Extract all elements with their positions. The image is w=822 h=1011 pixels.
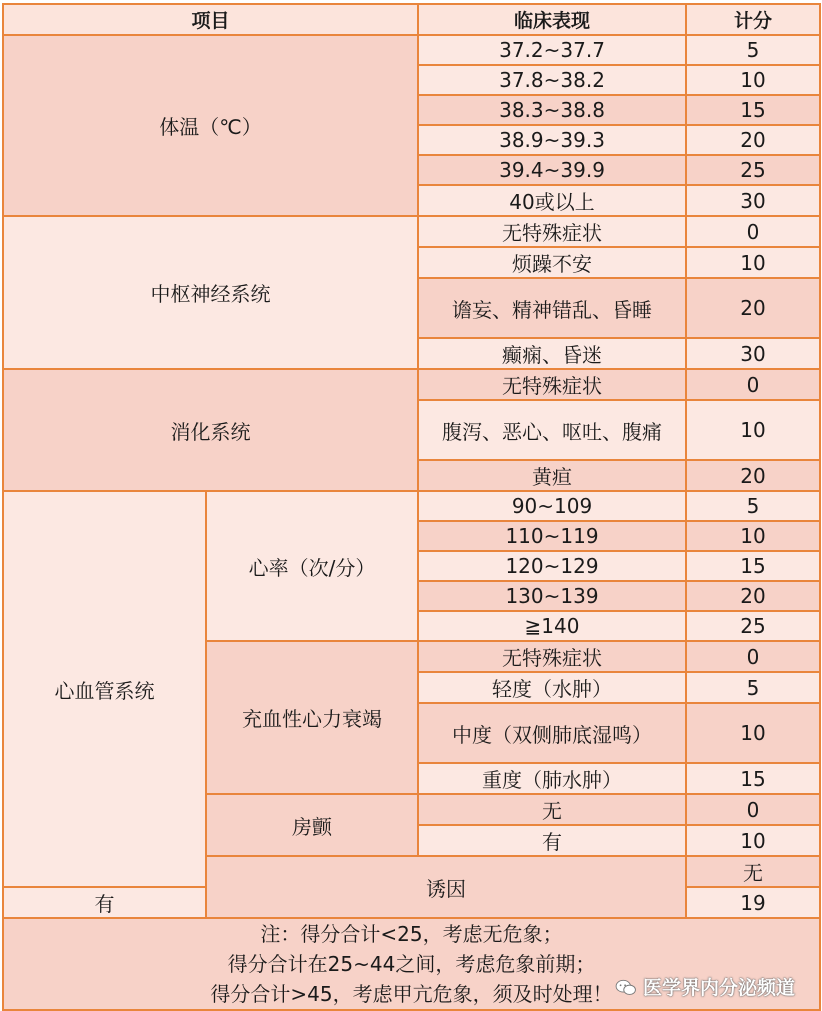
category-temperature: 体温（℃） [3,35,418,216]
table-row [3,491,820,521]
subcategory-chf: 充血性心力衰竭 [206,641,418,794]
header-row [3,4,820,35]
score-cell: 30 [686,185,820,216]
subcategory-af: 房颤 [206,794,418,856]
manifestation-cell: 无特殊症状 [418,216,686,247]
manifestation-cell: 谵妄、精神错乱、昏睡 [418,278,686,338]
manifestation-cell: 37.8~38.2 [418,65,686,95]
score-cell: 5 [686,35,820,65]
manifestation-cell: 38.3~38.8 [418,95,686,125]
score-cell: 10 [686,521,820,551]
score-cell: 10 [686,247,820,278]
manifestation-cell: 黄疸 [418,460,686,491]
manifestation-cell: 38.9~39.3 [418,125,686,155]
manifestation-cell: 90~109 [418,491,686,521]
score-cell: 10 [686,65,820,95]
watermark-text: 医学界内分泌频道 [643,977,796,999]
score-cell: 0 [686,641,820,672]
category-cns: 中枢神经系统 [3,216,418,369]
score-cell: 15 [686,95,820,125]
score-cell: 10 [686,825,820,856]
manifestation-cell: 轻度（水肿） [418,672,686,703]
category-digestive: 消化系统 [3,369,418,491]
manifestation-cell: 重度（肺水肿） [418,763,686,794]
table-row [3,35,820,65]
manifestation-cell: ≧140 [418,611,686,641]
score-cell: 5 [686,491,820,521]
manifestation-cell: 有 [3,887,206,918]
score-cell: 20 [686,460,820,491]
score-cell: 0 [686,216,820,247]
manifestation-cell: 无特殊症状 [418,369,686,400]
note-row [3,918,820,1010]
score-cell: 10 [686,703,820,763]
manifestation-cell: 130~139 [418,581,686,611]
manifestation-cell: 有 [418,825,686,856]
score-cell: 20 [686,278,820,338]
header-score: 计分 [686,4,820,35]
manifestation-cell: 无 [686,856,820,887]
wechat-icon [615,979,637,997]
manifestation-cell: 无 [418,794,686,825]
score-cell: 0 [686,794,820,825]
manifestation-cell: 39.4~39.9 [418,155,686,185]
category-cardio: 心血管系统 [3,491,206,887]
category-trigger: 诱因 [206,856,686,918]
score-cell: 10 [686,400,820,460]
score-cell: 30 [686,338,820,369]
score-cell: 5 [686,672,820,703]
note-cell [3,918,820,1010]
manifestation-cell: 110~119 [418,521,686,551]
score-cell: 20 [686,125,820,155]
note-line-1: 注：得分合计<25，考虑无危象； [260,922,563,946]
score-cell: 25 [686,155,820,185]
manifestation-cell: 腹泻、恶心、呕吐、腹痛 [418,400,686,460]
note-line-3: 得分合计>45，考虑甲亢危象，须及时处理！ [210,982,613,1006]
score-cell: 25 [686,611,820,641]
watermark [615,973,795,1003]
manifestation-cell: 中度（双侧肺底湿鸣） [418,703,686,763]
score-cell: 19 [686,887,820,918]
table-row [3,369,820,400]
score-cell: 15 [686,763,820,794]
scoring-table [2,3,821,1011]
manifestation-cell: 烦躁不安 [418,247,686,278]
manifestation-cell: 40或以上 [418,185,686,216]
manifestation-cell: 37.2~37.7 [418,35,686,65]
manifestation-cell: 120~129 [418,551,686,581]
table-row [3,216,820,247]
header-clinical: 临床表现 [418,4,686,35]
score-cell: 0 [686,369,820,400]
manifestation-cell: 无特殊症状 [418,641,686,672]
score-cell: 20 [686,581,820,611]
manifestation-cell: 癫痫、昏迷 [418,338,686,369]
header-item: 项目 [3,4,418,35]
score-cell: 15 [686,551,820,581]
subcategory-heart-rate: 心率（次/分） [206,491,418,641]
note-line-2: 得分合计在25~44之间，考虑危象前期； [227,952,596,976]
